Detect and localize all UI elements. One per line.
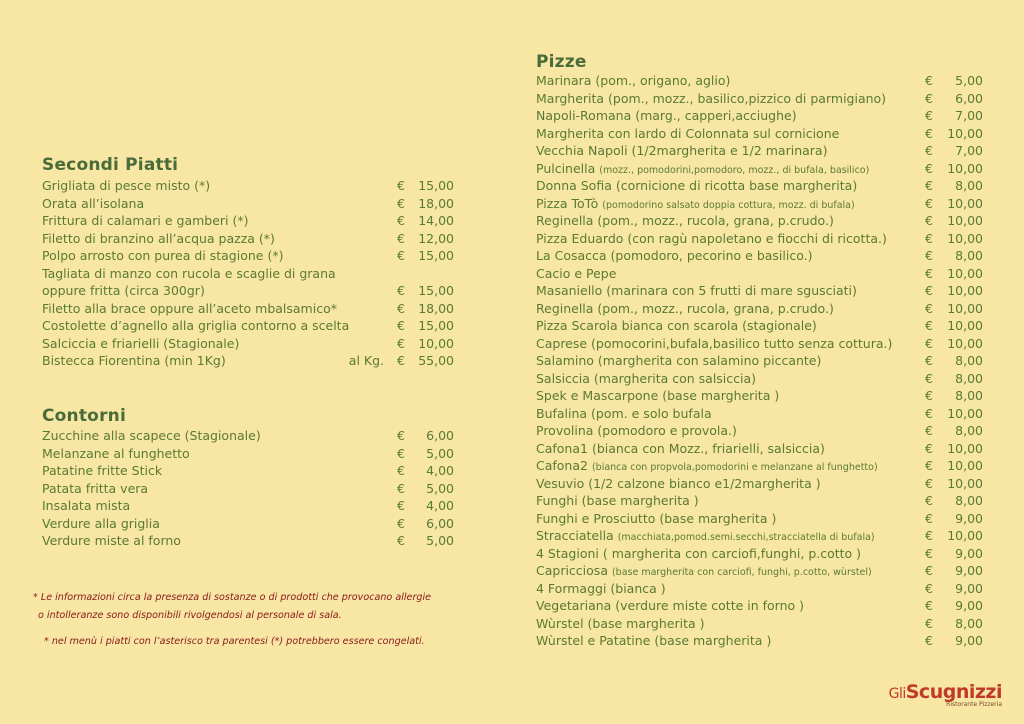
- menu-item: [536, 300, 983, 318]
- frozen-note: * nel menù i piatti con l’asterisco tra parentesi (*) potrebbero essere congelati.: [44, 636, 425, 647]
- menu-item-price: 10,00: [947, 528, 983, 543]
- menu-item-price: 9,00: [955, 633, 983, 648]
- currency-symbol: €: [925, 545, 933, 561]
- currency-symbol: €: [925, 440, 933, 456]
- menu-item: [42, 427, 454, 445]
- currency-symbol: €: [397, 318, 405, 333]
- currency-symbol: €: [397, 445, 405, 461]
- menu-item: [42, 177, 454, 195]
- menu-item: [536, 195, 983, 213]
- currency-symbol: €: [925, 633, 933, 648]
- menu-item-name: Cafona2 (bianca con propvola,pomodorini e melanzane al funghetto): [536, 458, 878, 473]
- currency-symbol: €: [397, 480, 405, 496]
- currency-symbol: €: [397, 498, 405, 513]
- menu-item: [536, 422, 983, 440]
- menu-item-price: 15,00: [418, 318, 454, 333]
- menu-item-name: Zucchine alla scapece (Stagionale): [42, 428, 261, 443]
- menu-item-name: Vegetariana (verdure miste cotte in forno ): [536, 598, 805, 613]
- menu-item-name: Funghi e Prosciutto (base margherita ): [536, 510, 777, 526]
- menu-item: [42, 195, 454, 213]
- menu-item: [536, 527, 983, 545]
- menu-item-name: Reginella (pom., mozz., rucola, grana, p.crudo.): [536, 213, 834, 228]
- menu-item-name: Polpo arrosto con purea di stagione (*): [42, 248, 284, 263]
- menu-item-name: Melanzane al funghetto: [42, 445, 190, 461]
- menu-item-price: 8,00: [955, 388, 983, 403]
- menu-item-name: Wùrstel e Patatine (base margherita ): [536, 633, 772, 648]
- menu-item-price: 6,00: [955, 90, 983, 106]
- menu-item-name: Wùrstel (base margherita ): [536, 615, 705, 631]
- menu-item: [536, 387, 983, 405]
- menu-item-description: (bianca con propvola,pomodorini e melanzane al funghetto): [591, 462, 878, 473]
- menu-item-price: 4,00: [426, 463, 454, 478]
- menu-item: [536, 142, 983, 160]
- menu-item-price: 10,00: [947, 265, 983, 281]
- logo-tagline: Ristorante Pizzeria: [946, 701, 1002, 708]
- menu-item-price: 7,00: [955, 143, 983, 158]
- currency-symbol: €: [925, 73, 933, 88]
- menu-item-name: Provolina (pomodoro e provola.): [536, 423, 737, 438]
- currency-symbol: €: [925, 195, 933, 211]
- menu-item: [536, 317, 983, 335]
- menu-item: [42, 335, 454, 353]
- menu-item-name: Filetto alla brace oppure all’aceto mbalsamico*: [42, 300, 337, 316]
- menu-item-name: Stracciatella (macchiata,pomod.semi.secchi,stracciatella di bufala): [536, 528, 875, 543]
- currency-symbol: €: [925, 335, 933, 351]
- menu-item-name: 4 Formaggi (bianca ): [536, 580, 666, 596]
- menu-item-name: Pulcinella (mozz., pomodorini,pomodoro, mozz., di bufala, basilico): [536, 160, 870, 176]
- menu-item: [42, 497, 454, 515]
- menu-item-price: 6,00: [426, 428, 454, 443]
- menu-item-price: 9,00: [955, 598, 983, 613]
- menu-item-name: Filetto di branzino all’acqua pazza (*): [42, 230, 275, 246]
- menu-item-price: 8,00: [955, 493, 983, 508]
- currency-symbol: €: [925, 90, 933, 106]
- menu-item-price: 10,00: [418, 335, 454, 351]
- currency-symbol: €: [397, 353, 405, 368]
- contorni-title: Contorni: [42, 406, 126, 426]
- currency-symbol: €: [925, 528, 933, 543]
- menu-item-price: 10,00: [947, 230, 983, 246]
- currency-symbol: €: [925, 248, 933, 263]
- menu-item-name: Verdure miste al forno: [42, 533, 181, 548]
- menu-item-name: Marinara (pom., origano, aglio): [536, 73, 731, 88]
- currency-symbol: €: [925, 563, 933, 578]
- menu-item-name: Bistecca Fiorentina (min 1Kg): [42, 353, 226, 368]
- menu-item-price: 14,00: [418, 213, 454, 228]
- menu-item-price: 10,00: [947, 405, 983, 421]
- menu-item-name: Pizza ToTò (pomodorino salsato doppia cottura, mozz. di bufala): [536, 195, 855, 211]
- menu-item-name: 4 Stagioni ( margherita con carciofi,funghi, p.cotto ): [536, 545, 862, 561]
- currency-symbol: €: [925, 143, 933, 158]
- pizze-title: Pizze: [536, 52, 587, 72]
- menu-item: [536, 597, 983, 615]
- menu-item-name: Costolette d’agnello alla griglia contorno a scelta: [42, 318, 350, 333]
- menu-item-description: (macchiata,pomod.semi.secchi,stracciatella di bufala): [617, 532, 875, 543]
- menu-item-name: Caprese (pomocorini,bufala,basilico tutto senza cottura.): [536, 335, 893, 351]
- menu-item-price: 7,00: [955, 108, 983, 123]
- menu-item-price: 4,00: [426, 498, 454, 513]
- menu-item-name: Insalata mista: [42, 498, 131, 513]
- menu-item: [42, 515, 454, 533]
- menu-item: [536, 475, 983, 493]
- currency-symbol: €: [925, 423, 933, 438]
- menu-item-name: Frittura di calamari e gamberi (*): [42, 213, 249, 228]
- menu-item: [42, 352, 454, 370]
- menu-item-price: 8,00: [955, 370, 983, 386]
- menu-item-price: 10,00: [947, 300, 983, 316]
- menu-item-price: 8,00: [955, 248, 983, 263]
- pizze-list: [536, 72, 983, 650]
- menu-item-price: 12,00: [418, 230, 454, 246]
- menu-item-price: 9,00: [955, 580, 983, 596]
- menu-item-price: 8,00: [955, 615, 983, 631]
- menu-item-name: Reginella (pom., mozz., rucola, grana, p.crudo.): [536, 300, 834, 316]
- currency-symbol: €: [925, 265, 933, 281]
- menu-item: [42, 532, 454, 550]
- currency-symbol: €: [397, 230, 405, 246]
- currency-symbol: €: [925, 493, 933, 508]
- menu-item: [536, 90, 983, 108]
- menu-item-price: 10,00: [947, 475, 983, 491]
- currency-symbol: €: [925, 300, 933, 316]
- currency-symbol: €: [397, 533, 405, 548]
- menu-item-name: Vesuvio (1/2 calzone bianco e1/2margherita ): [536, 475, 821, 491]
- menu-item: [42, 265, 454, 300]
- currency-symbol: €: [925, 458, 933, 473]
- menu-item: [536, 492, 983, 510]
- menu-item-price: 10,00: [947, 125, 983, 141]
- allergy-note-line1: * Le informazioni circa la presenza di sostanze o di prodotti che provocano allergie: [33, 592, 432, 603]
- currency-symbol: €: [397, 248, 405, 263]
- currency-symbol: €: [925, 615, 933, 631]
- menu-item-price: 10,00: [947, 160, 983, 176]
- menu-item-price: 5,00: [955, 73, 983, 88]
- menu-item-price: 10,00: [947, 318, 983, 333]
- currency-symbol: €: [925, 230, 933, 246]
- currency-symbol: €: [925, 318, 933, 333]
- menu-item-name: Spek e Mascarpone (base margherita ): [536, 388, 780, 403]
- menu-item: [536, 335, 983, 353]
- currency-symbol: €: [925, 388, 933, 403]
- menu-item-name: Patatine fritte Stick: [42, 463, 163, 478]
- menu-item: [536, 405, 983, 423]
- currency-symbol: €: [925, 283, 933, 298]
- currency-symbol: €: [397, 195, 405, 211]
- menu-item-price: 15,00: [418, 283, 454, 298]
- allergy-note-line2: o intolleranze sono disponibili rivolgendosi al personale di sala.: [38, 610, 342, 621]
- currency-symbol: €: [925, 213, 933, 228]
- menu-item: [536, 510, 983, 528]
- currency-symbol: €: [925, 353, 933, 368]
- menu-item: [536, 282, 983, 300]
- menu-item-price: 10,00: [947, 335, 983, 351]
- secondi-title: Secondi Piatti: [42, 155, 179, 175]
- menu-item-price: 10,00: [947, 213, 983, 228]
- menu-item-price: 18,00: [418, 195, 454, 211]
- menu-item-name: Bufalina (pom. e solo bufala: [536, 405, 712, 421]
- menu-item-name: Vecchia Napoli (1/2margherita e 1/2 marinara): [536, 143, 828, 158]
- menu-item-price: 10,00: [947, 458, 983, 473]
- currency-symbol: €: [925, 160, 933, 176]
- menu-item: [536, 212, 983, 230]
- menu-item: [536, 107, 983, 125]
- menu-item-price: 9,00: [955, 510, 983, 526]
- menu-item: [42, 462, 454, 480]
- menu-item-name: Verdure alla griglia: [42, 515, 160, 531]
- menu-item: [536, 265, 983, 283]
- menu-item-name: Margherita (pom., mozz., basilico,pizzico di parmigiano): [536, 90, 887, 106]
- currency-symbol: €: [397, 300, 405, 316]
- currency-symbol: €: [397, 178, 405, 193]
- menu-item: [536, 545, 983, 563]
- currency-symbol: €: [397, 428, 405, 443]
- menu-item-price: 5,00: [426, 533, 454, 548]
- logo-wordmark: GliScugnizzi: [888, 681, 1002, 703]
- menu-item: [536, 230, 983, 248]
- menu-item-name: Funghi (base margherita ): [536, 493, 699, 508]
- menu-item: [536, 247, 983, 265]
- menu-item: [42, 480, 454, 498]
- menu-item-price: 10,00: [947, 440, 983, 456]
- menu-item-name: Capricciosa (base margherita con carciofi, funghi, p.cotto, wùrstel): [536, 563, 872, 578]
- menu-item-description: (mozz., pomodorini,pomodoro, mozz., di bufala, basilico): [599, 164, 870, 176]
- menu-item-price: 10,00: [947, 195, 983, 211]
- menu-item-name: La Cosacca (pomodoro, pecorino e basilico.): [536, 248, 813, 263]
- menu-item-name: Pizza Scarola bianca con scarola (stagionale): [536, 318, 817, 333]
- currency-symbol: €: [925, 580, 933, 596]
- menu-item-price: 10,00: [947, 283, 983, 298]
- menu-item: [42, 445, 454, 463]
- menu-item: [42, 230, 454, 248]
- menu-item-name: Masaniello (marinara con 5 frutti di mare sgusciati): [536, 283, 857, 298]
- menu-item-name: Orata all’isolana: [42, 195, 145, 211]
- currency-symbol: €: [397, 213, 405, 228]
- menu-item-description: (pomodorino salsato doppia cottura, mozz. di bufala): [602, 199, 855, 211]
- currency-symbol: €: [925, 108, 933, 123]
- menu-item: [536, 580, 983, 598]
- menu-item-name: Napoli-Romana (marg., capperi,acciughe): [536, 108, 797, 123]
- menu-item-unit: al Kg.: [348, 353, 384, 368]
- currency-symbol: €: [925, 125, 933, 141]
- menu-item-name: Grigliata di pesce misto (*): [42, 178, 211, 193]
- menu-item: [536, 457, 983, 475]
- currency-symbol: €: [397, 335, 405, 351]
- menu-item: [536, 177, 983, 195]
- currency-symbol: €: [925, 370, 933, 386]
- menu-item-price: 15,00: [418, 248, 454, 263]
- menu-item: [42, 300, 454, 318]
- menu-item-price: 9,00: [955, 563, 983, 578]
- currency-symbol: €: [397, 515, 405, 531]
- menu-item-name: Cafona1 (bianca con Mozz., friarielli, salsiccia): [536, 440, 825, 456]
- currency-symbol: €: [925, 178, 933, 193]
- menu-item-name: Margherita con lardo di Colonnata sul cornicione: [536, 125, 840, 141]
- menu-item-price: 8,00: [955, 178, 983, 193]
- menu-item: [42, 247, 454, 265]
- restaurant-logo: [889, 681, 1002, 708]
- menu-item-price: 9,00: [955, 545, 983, 561]
- menu-item: [536, 352, 983, 370]
- menu-item-name: Cacio e Pepe: [536, 265, 617, 281]
- menu-item-price: 8,00: [955, 423, 983, 438]
- currency-symbol: €: [925, 598, 933, 613]
- menu-item-price: 6,00: [426, 515, 454, 531]
- menu-item: [536, 125, 983, 143]
- menu-item: [42, 212, 454, 230]
- menu-item: [536, 562, 983, 580]
- menu-item-price: 55,00: [418, 353, 454, 368]
- menu-item: [536, 615, 983, 633]
- menu-item: [536, 440, 983, 458]
- currency-symbol: €: [397, 283, 405, 298]
- currency-symbol: €: [397, 463, 405, 478]
- menu-item: [536, 370, 983, 388]
- menu-item: [42, 317, 454, 335]
- menu-item-name: Patata fritta vera: [42, 480, 149, 496]
- menu-item-name: Pizza Eduardo (con ragù napoletano e fiocchi di ricotta.): [536, 230, 887, 246]
- menu-item-name: Donna Sofia (cornicione di ricotta base margherita): [536, 178, 858, 193]
- currency-symbol: €: [925, 405, 933, 421]
- menu-item-price: 8,00: [955, 353, 983, 368]
- menu-item-name: Salamino (margherita con salamino piccante): [536, 353, 822, 368]
- currency-symbol: €: [925, 510, 933, 526]
- menu-item-price: 18,00: [418, 300, 454, 316]
- menu-item: [536, 72, 983, 90]
- menu-item-name: Tagliata di manzo con rucola e scaglie di grana oppure fritta (circa 300gr): [42, 265, 336, 298]
- menu-item-description: (base margherita con carciofi, funghi, p.cotto, wùrstel): [611, 567, 872, 578]
- menu-item-name: Salciccia e friarielli (Stagionale): [42, 335, 240, 351]
- secondi-list: [42, 177, 454, 370]
- currency-symbol: €: [925, 475, 933, 491]
- menu-item: [536, 632, 983, 650]
- menu-item-name: Salsiccia (margherita con salsiccia): [536, 370, 757, 386]
- menu-item-price: 5,00: [426, 480, 454, 496]
- menu-item: [536, 160, 983, 178]
- contorni-list: [42, 427, 454, 550]
- menu-item-price: 15,00: [418, 178, 454, 193]
- menu-item-price: 5,00: [426, 445, 454, 461]
